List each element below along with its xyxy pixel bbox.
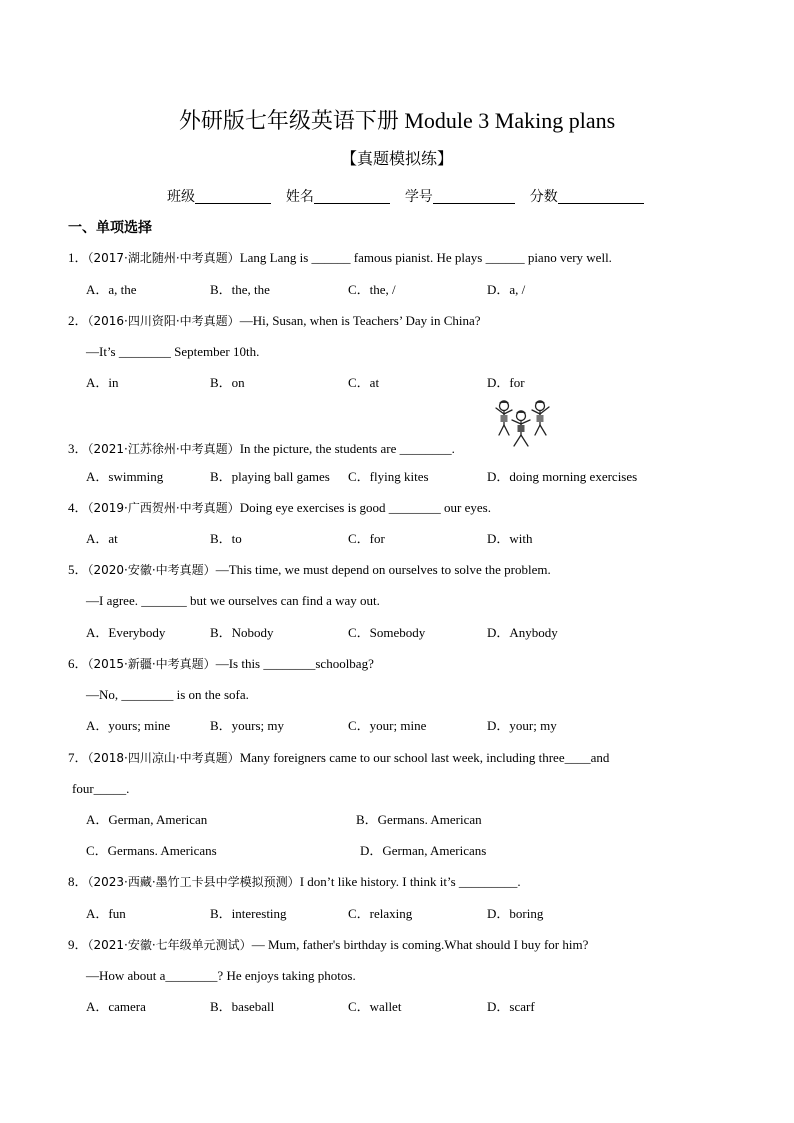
option-d: D．German, Americans: [360, 843, 487, 858]
question-source: （2015·新疆·中考真题）: [87, 657, 216, 671]
question-source: （2019·广西贺州·中考真题）: [87, 501, 240, 515]
question-source: （2021·江苏徐州·中考真题）: [87, 442, 240, 456]
option-a: A．fun: [86, 906, 126, 921]
class-blank: [195, 189, 271, 204]
question-line: —No, ________ is on the sofa.: [86, 687, 249, 702]
question-4: [68, 500, 491, 516]
page-subtitle: 【真题模拟练】: [340, 149, 453, 168]
question-5: [68, 562, 551, 578]
option-a: A．German, American: [86, 812, 208, 827]
question-6: [68, 656, 374, 672]
option-a: A．Everybody: [86, 625, 166, 640]
option-a: A．yours; mine: [86, 718, 171, 733]
question-number: 1．: [68, 250, 88, 265]
question-text: I don’t like history. I think it’s _________.: [299, 874, 521, 889]
option-b: B．yours; my: [210, 718, 285, 733]
option-b: B．the, the: [210, 282, 270, 297]
option-d: D．boring: [487, 906, 544, 921]
question-number: 5．: [68, 562, 88, 577]
option-c: C．for: [348, 531, 385, 546]
id-blank: [433, 189, 515, 204]
option-a: A．a, the: [86, 282, 137, 297]
option-d: D．with: [487, 531, 533, 546]
option-c: C．at: [348, 375, 380, 390]
option-b: B．Germans. American: [356, 812, 482, 827]
question-number: 7．: [68, 750, 88, 765]
question-source: （2016·四川资阳·中考真题）: [87, 314, 240, 328]
option-b: B．Nobody: [210, 625, 274, 640]
question-source: （2017·湖北随州·中考真题）: [87, 251, 240, 265]
question-number: 6．: [68, 656, 88, 671]
option-a: A．at: [86, 531, 118, 546]
question-8: [68, 874, 521, 890]
question-7: [68, 750, 609, 766]
question-text: Doing eye exercises is good ________ our eyes.: [239, 500, 491, 515]
question-line: four_____.: [72, 781, 130, 796]
option-c: C．relaxing: [348, 906, 413, 921]
students-exercising-picture: [494, 398, 554, 450]
page-title: 外研版七年级英语下册 Module 3 Making plans: [178, 108, 616, 133]
option-b: B．playing ball games: [210, 469, 330, 484]
option-c: C．Germans. Americans: [86, 843, 217, 858]
class-label: 班级: [167, 189, 195, 205]
question-number: 2．: [68, 313, 88, 328]
question-source: （2021·安徽·七年级单元测试）: [87, 938, 252, 952]
option-d: D．a, /: [487, 282, 526, 297]
question-text: — Mum, father's birthday is coming.What should I buy for him?: [251, 937, 589, 952]
question-text: In the picture, the students are ________.: [239, 441, 455, 456]
question-line: —I agree. _______ but we ourselves can find a way out.: [86, 593, 380, 608]
option-b: B．interesting: [210, 906, 287, 921]
option-c: C．flying kites: [348, 469, 429, 484]
question-text: Lang Lang is ______ famous pianist. He plays ______ piano very well.: [239, 250, 612, 265]
question-source: （2020·安徽·中考真题）: [87, 563, 216, 577]
question-3: [68, 441, 455, 457]
question-2: [68, 313, 481, 329]
option-b: B．baseball: [210, 999, 275, 1014]
option-c: C．the, /: [348, 282, 396, 297]
question-number: 9．: [68, 937, 88, 952]
question-text: —Hi, Susan, when is Teachers’ Day in China?: [239, 313, 481, 328]
question-text: —Is this ________schoolbag?: [215, 656, 374, 671]
question-9: [68, 937, 588, 953]
question-number: 3．: [68, 441, 88, 456]
option-a: A．swimming: [86, 469, 164, 484]
question-number: 8．: [68, 874, 88, 889]
option-a: A．in: [86, 375, 119, 390]
student-info-row: [167, 186, 644, 206]
score-blank: [558, 189, 644, 204]
option-d: D．Anybody: [487, 625, 558, 640]
option-c: C．wallet: [348, 999, 402, 1014]
name-blank: [314, 189, 390, 204]
option-d: D．doing morning exercises: [487, 469, 638, 484]
option-a: A．camera: [86, 999, 146, 1014]
score-label: 分数: [529, 189, 558, 205]
question-1: [68, 250, 612, 266]
name-label: 姓名: [285, 189, 314, 205]
option-b: B．to: [210, 531, 242, 546]
option-b: B．on: [210, 375, 245, 390]
question-source: （2018·四川凉山·中考真题）: [87, 751, 240, 765]
option-c: C．Somebody: [348, 625, 426, 640]
question-number: 4．: [68, 500, 88, 515]
question-source: （2023·西藏·墨竹工卡县中学模拟预测）: [87, 875, 300, 889]
question-line: —It’s ________ September 10th.: [86, 344, 260, 359]
question-line: —How about a________? He enjoys taking photos.: [86, 968, 356, 983]
question-text: Many foreigners came to our school last week, including three____and: [239, 750, 610, 765]
question-text: —This time, we must depend on ourselves to solve the problem.: [215, 562, 551, 577]
section-title: 一、单项选择: [68, 220, 152, 236]
option-c: C．your; mine: [348, 718, 427, 733]
option-d: D．your; my: [487, 718, 557, 733]
id-label: 学号: [404, 189, 433, 205]
option-d: D．for: [487, 375, 525, 390]
option-d: D．scarf: [487, 999, 535, 1014]
